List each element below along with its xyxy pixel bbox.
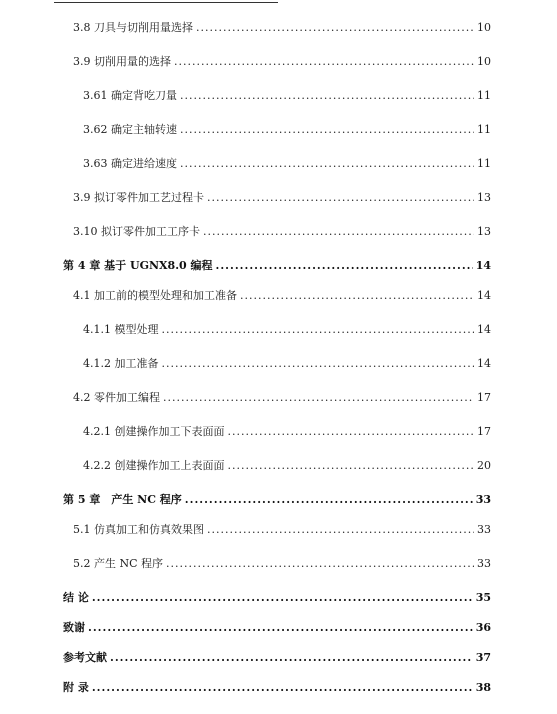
toc-entry-label: 4.1.1 模型处理	[83, 323, 159, 336]
header-rule	[54, 2, 278, 3]
toc-page-number: 36	[475, 621, 491, 634]
toc-page-number: 33	[477, 557, 491, 570]
toc-entry[interactable]	[73, 389, 491, 407]
toc-dot-leader	[207, 521, 474, 539]
toc-page-number: 13	[477, 225, 491, 238]
toc-dot-leader	[180, 155, 474, 173]
toc-entry[interactable]	[83, 355, 491, 373]
toc-entry[interactable]	[63, 589, 491, 607]
toc-entry-label: 第 5 章 产生 NC 程序	[63, 493, 182, 506]
toc-dot-leader	[180, 121, 474, 139]
toc-page-number: 37	[475, 651, 491, 664]
toc-page-number: 14	[475, 259, 491, 272]
toc-entry-label: 3.63 确定进给速度	[83, 157, 177, 170]
toc-entry[interactable]	[83, 457, 491, 475]
toc-dot-leader	[92, 679, 473, 697]
toc-dot-leader	[240, 287, 474, 305]
toc-entry[interactable]	[73, 189, 491, 207]
toc-dot-leader	[216, 257, 473, 275]
toc-dot-leader	[185, 491, 473, 509]
toc-entry-label: 4.2.1 创建操作加工下表面面	[83, 425, 225, 438]
toc-entry-label: 4.1.2 加工准备	[83, 357, 159, 370]
toc-entry[interactable]	[83, 87, 491, 105]
toc-dot-leader	[203, 223, 474, 241]
toc-entry-label: 4.2 零件加工编程	[73, 391, 160, 404]
toc-entry[interactable]	[63, 649, 491, 667]
toc-page-number: 13	[477, 191, 491, 204]
toc-page-number: 20	[477, 459, 491, 472]
toc-entry[interactable]	[73, 555, 491, 573]
toc-entry[interactable]	[83, 155, 491, 173]
toc-dot-leader	[207, 189, 474, 207]
toc-entry[interactable]	[73, 287, 491, 305]
toc-entry-label: 5.2 产生 NC 程序	[73, 557, 164, 570]
toc-entry-label: 第 4 章 基于 UGNX8.0 编程	[63, 259, 213, 272]
toc-dot-leader	[196, 19, 474, 37]
toc-entry-label: 参考文献	[63, 651, 107, 664]
toc-dot-leader	[88, 619, 473, 637]
toc-dot-leader	[162, 355, 475, 373]
toc-page-number: 35	[475, 591, 491, 604]
toc-dot-leader	[163, 389, 474, 407]
toc-dot-leader	[228, 423, 475, 441]
toc-entry-label: 3.61 确定背吃刀量	[83, 89, 177, 102]
toc-entry-label: 附 录	[63, 681, 89, 694]
toc-entry[interactable]	[73, 223, 491, 241]
toc-page-number: 14	[477, 357, 491, 370]
toc-page-number: 11	[477, 157, 491, 170]
toc-dot-leader	[166, 555, 474, 573]
toc-dot-leader	[174, 53, 474, 71]
toc-entry[interactable]	[63, 679, 491, 697]
toc-entry-label: 3.9 拟订零件加工艺过程卡	[73, 191, 204, 204]
toc-entry-label: 3.8 刀具与切削用量选择	[73, 21, 193, 34]
toc-entry-label: 4.1 加工前的模型处理和加工准备	[73, 289, 237, 302]
toc-entry[interactable]	[83, 321, 491, 339]
toc-entry[interactable]	[73, 521, 491, 539]
toc-page-number: 10	[477, 21, 491, 34]
toc-entry[interactable]	[73, 53, 491, 71]
toc-entry-label: 3.9 切削用量的选择	[73, 55, 171, 68]
toc-dot-leader	[110, 649, 473, 667]
toc-page-number: 33	[475, 493, 491, 506]
toc-entry-label: 3.10 拟订零件加工工序卡	[73, 225, 200, 238]
toc-dot-leader	[162, 321, 475, 339]
toc-page-number: 17	[477, 391, 491, 404]
toc-entry[interactable]	[73, 19, 491, 37]
toc-entry-label: 致谢	[63, 621, 85, 634]
toc-entry[interactable]	[63, 491, 491, 509]
toc-page-number: 11	[477, 123, 491, 136]
toc-entry-label: 4.2.2 创建操作加工上表面面	[83, 459, 225, 472]
toc-dot-leader	[180, 87, 474, 105]
toc-page-number: 38	[475, 681, 491, 694]
toc-page-number: 11	[477, 89, 491, 102]
toc-page-number: 14	[477, 289, 491, 302]
toc-page-number: 14	[477, 323, 491, 336]
toc-page-number: 10	[477, 55, 491, 68]
toc-entry-label: 3.62 确定主轴转速	[83, 123, 177, 136]
toc-entry-label: 5.1 仿真加工和仿真效果图	[73, 523, 204, 536]
toc-entry-label: 结 论	[63, 591, 89, 604]
toc-entry[interactable]	[63, 257, 491, 275]
toc-dot-leader	[92, 589, 473, 607]
toc-entry[interactable]	[83, 423, 491, 441]
toc-page-number: 17	[477, 425, 491, 438]
toc-dot-leader	[228, 457, 475, 475]
toc-entry[interactable]	[63, 619, 491, 637]
toc-page-number: 33	[477, 523, 491, 536]
toc-entry[interactable]	[83, 121, 491, 139]
